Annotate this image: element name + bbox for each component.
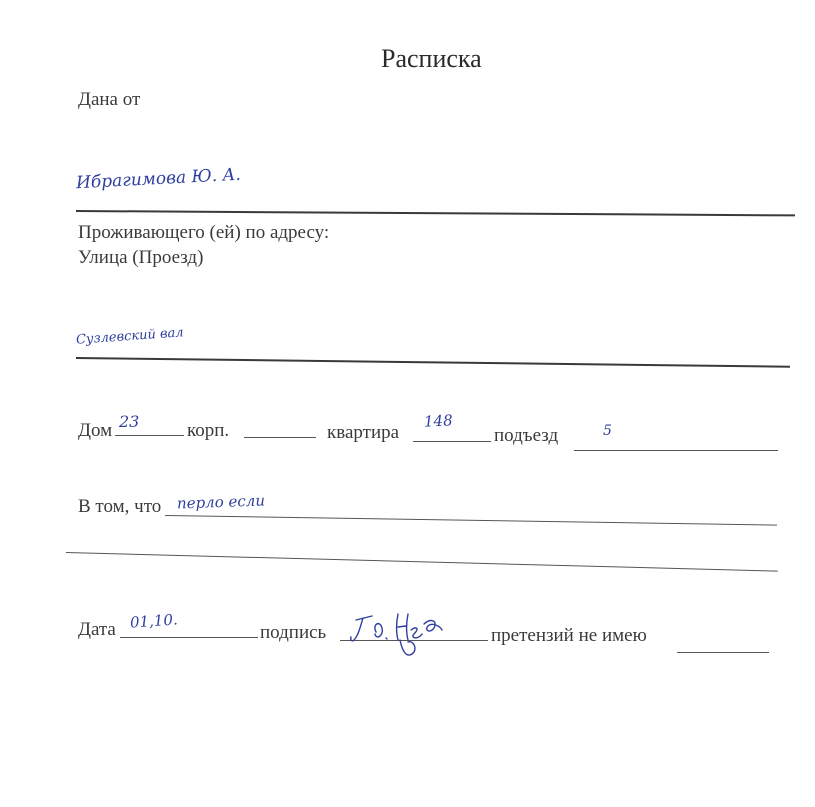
apartment-label: квартира <box>327 422 400 443</box>
given-from-value: Ибрагимова Ю. А. <box>75 164 242 194</box>
date-line <box>120 637 258 638</box>
reason-value: перло если <box>176 491 266 513</box>
house-value: 23 <box>119 412 140 431</box>
house-line <box>115 435 184 436</box>
apartment-line <box>413 441 491 442</box>
handwritten-signature <box>348 610 448 662</box>
street-label: Улица (Проезд) <box>78 247 204 268</box>
apartment-value: 148 <box>423 411 454 431</box>
claims-label: претензий не имею <box>491 625 647 646</box>
date-value: 01,10. <box>129 610 179 632</box>
street-value: Сузлевский вал <box>75 325 185 348</box>
date-label: Дата <box>78 619 116 640</box>
house-label: Дом <box>78 420 113 441</box>
given-from-label: Дана от <box>78 89 141 110</box>
reason-line-2 <box>66 552 778 572</box>
given-from-line <box>76 210 795 216</box>
signature-label: подпись <box>260 622 327 643</box>
street-line <box>76 357 790 368</box>
document-title: Расписка <box>381 44 482 73</box>
building-label: корп. <box>187 420 230 441</box>
entrance-line <box>574 450 778 451</box>
reason-line <box>165 515 777 526</box>
claims-line <box>677 652 769 653</box>
building-line <box>244 437 316 438</box>
reason-label: В том, что <box>78 496 162 517</box>
entrance-label: подъезд <box>494 425 559 446</box>
entrance-value: 5 <box>603 423 612 439</box>
residing-label: Проживающего (ей) по адресу: <box>78 222 330 243</box>
